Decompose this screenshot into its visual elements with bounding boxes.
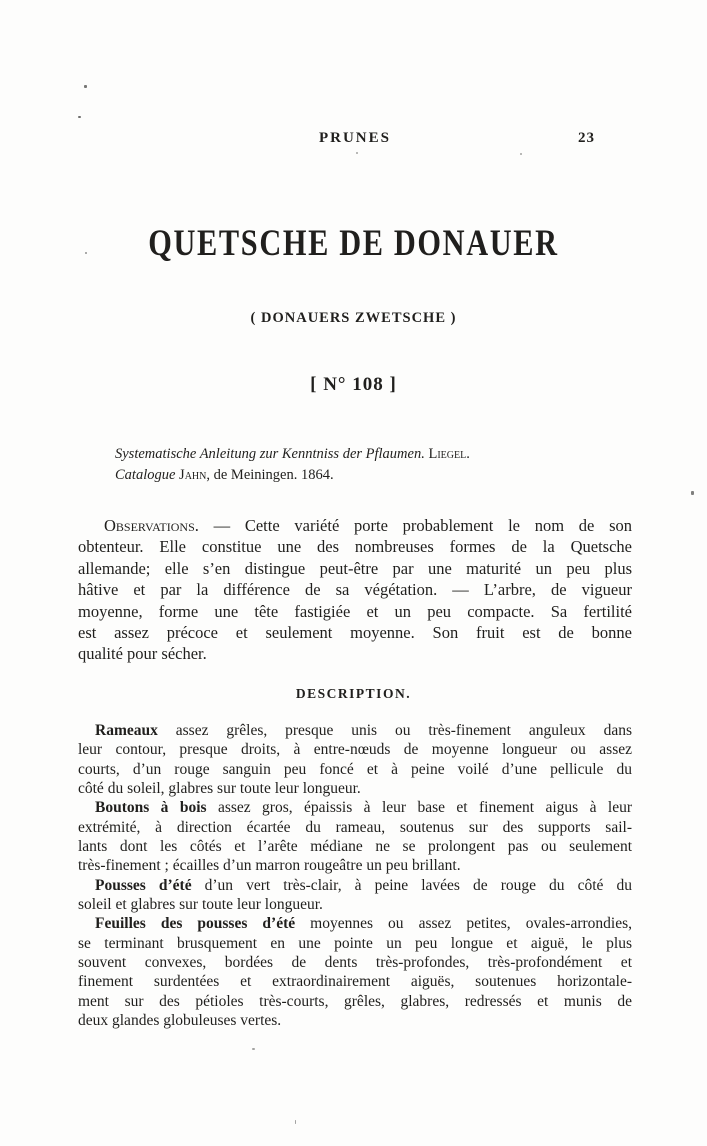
- text-segment: Rameaux: [95, 722, 158, 739]
- text-line: [78, 622, 632, 643]
- scan-speck: [691, 491, 694, 495]
- observations-paragraph: [78, 515, 632, 665]
- text-segment: Jahn: [179, 466, 207, 483]
- text-line: [78, 721, 632, 740]
- variety-title: QUETSCHE DE DONAUER: [148, 223, 559, 264]
- text-segment: extrémité, à direction écartée du rameau, soutenus sur des supports sail-: [78, 818, 632, 836]
- scan-speck: [85, 252, 87, 254]
- text-line: [78, 972, 632, 991]
- text-segment: , de Meiningen. 1864.: [206, 466, 334, 483]
- text-segment: d’un vert très-clair, à peine lavées de rouge du côté du: [191, 876, 632, 894]
- description-heading: DESCRIPTION.: [295, 686, 412, 701]
- text-line: [78, 740, 632, 759]
- text-segment: — Cette variété porte probablement le nom de son: [198, 516, 632, 535]
- page-number: 23: [578, 130, 595, 146]
- text-segment: moyennes ou assez petites, ovales-arrondies,: [295, 915, 633, 933]
- text-segment: courts, d’un rouge sanguin peu foncé et à peine voilé d’une pellicule du: [78, 760, 632, 778]
- text-line: [115, 465, 620, 486]
- scan-speck: [356, 152, 358, 154]
- text-segment: finement surdentées et extraordinairement aiguës, soutenues horizontale-: [78, 973, 632, 991]
- text-line: [78, 914, 632, 933]
- variety-subtitle: ( DONAUERS ZWETSCHE ): [250, 310, 457, 326]
- scan-speck: [295, 1120, 296, 1124]
- text-segment: très-finement ; écailles d’un marron rougeâtre un peu brillant.: [78, 857, 461, 875]
- text-line: [78, 1011, 632, 1030]
- text-segment: moyenne, forme une tête fastigiée et un peu compacte. Sa fertilité: [78, 601, 632, 621]
- text-segment: Systematische Anleitung zur Kenntniss der Pflaumen.: [115, 446, 425, 462]
- scan-speck: [78, 116, 81, 118]
- text-line: [78, 934, 632, 953]
- text-line: [78, 515, 632, 536]
- text-segment: Liegel.: [428, 446, 470, 462]
- text-segment: Catalogue: [115, 466, 180, 483]
- text-segment: ment sur des pétioles très-courts, grêles, glabres, redressés et munis de: [78, 992, 632, 1010]
- text-line: [78, 779, 632, 798]
- text-segment: Boutons à bois: [95, 799, 207, 817]
- text-segment: allemande; elle s’en distingue peut-être par une maturité un peu plus: [78, 558, 632, 578]
- text-segment: leur contour, presque droits, à entre-nœuds de moyenne longueur ou assez: [78, 741, 632, 759]
- bibliography: [115, 444, 620, 485]
- variety-number: [ N° 108 ]: [310, 374, 397, 395]
- text-line: [78, 760, 632, 779]
- text-segment: obtenteur. Elle constitue une des nombreuses formes de la Quetsche: [78, 537, 632, 557]
- text-segment: Feuilles des pousses d’été: [95, 915, 296, 933]
- text-line: [78, 856, 632, 875]
- text-line: [78, 558, 632, 579]
- text-segment: assez grêles, presque unis ou très-finement anguleux dans: [157, 722, 632, 739]
- text-line: [78, 837, 632, 856]
- text-segment: hâtive et par la différence de sa végétation. — L’arbre, de vigueur: [78, 580, 632, 600]
- text-segment: Observations.: [104, 516, 199, 535]
- text-segment: Pousses d’été: [95, 876, 192, 894]
- text-line: [78, 953, 632, 972]
- text-segment: se terminant brusquement en une pointe un peu longue et aiguë, le plus: [78, 934, 632, 952]
- text-line: [78, 895, 632, 914]
- text-line: [78, 818, 632, 837]
- text-line: [78, 876, 632, 895]
- text-line: [78, 579, 632, 600]
- text-line: [78, 798, 632, 817]
- scan-speck: [520, 153, 522, 155]
- text-line: [115, 444, 620, 465]
- description-paragraphs: [78, 721, 632, 1031]
- text-segment: est assez précoce et seulement moyenne. Son fruit est de bonne: [78, 623, 632, 643]
- running-header: [78, 130, 632, 150]
- text-segment: assez gros, épaissis à leur base et finement aigus à leur: [206, 799, 632, 817]
- text-segment: côté du soleil, glabres sur toute leur longueur.: [78, 780, 361, 798]
- running-title: PRUNES: [318, 130, 391, 146]
- text-segment: deux glandes globuleuses vertes.: [78, 1012, 282, 1030]
- text-segment: lants dont les côtés et l’arête médiane ne se prolongent pas ou seulement: [78, 838, 632, 856]
- text-line: [78, 536, 632, 557]
- scan-speck: [84, 85, 87, 88]
- text-segment: qualité pour sécher.: [78, 644, 207, 664]
- text-line: [78, 643, 632, 664]
- text-segment: souvent convexes, bordées de dents très-profondes, très-profondément et: [78, 954, 632, 972]
- text-line: [78, 601, 632, 622]
- text-line: [78, 992, 632, 1011]
- scan-speck: [252, 1048, 255, 1050]
- text-segment: soleil et glabres sur toute leur longueur.: [78, 896, 323, 914]
